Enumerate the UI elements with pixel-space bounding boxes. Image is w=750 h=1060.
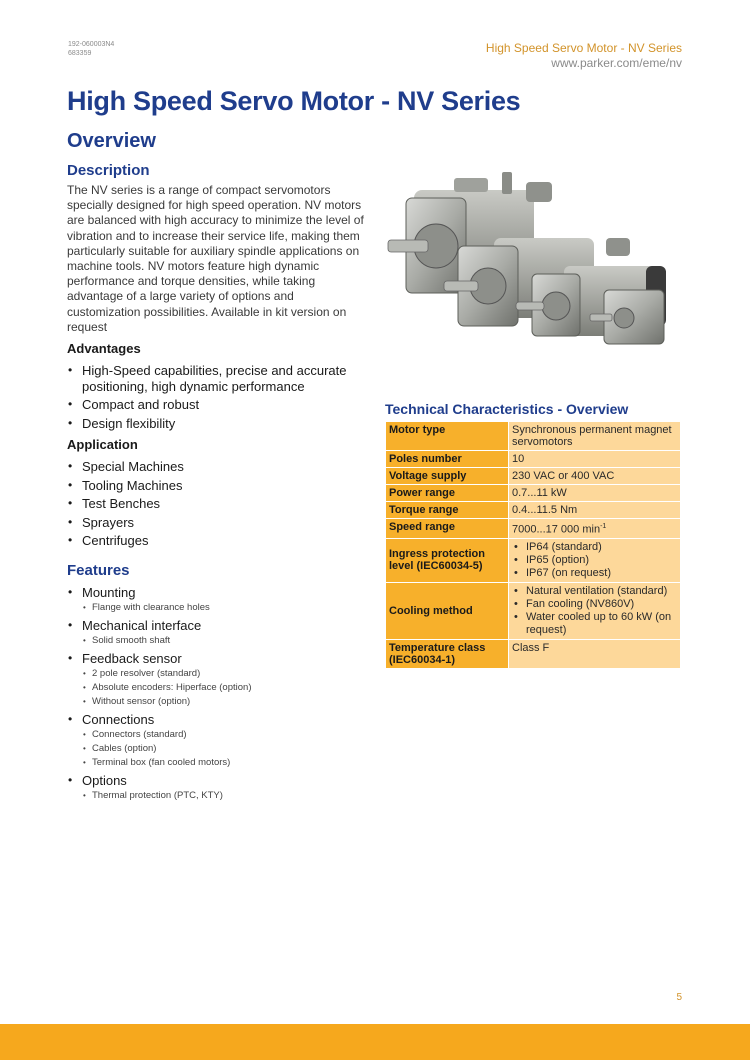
features-heading: Features — [67, 562, 130, 579]
feature-item: • Mounting • Flange with clearance holes — [68, 585, 210, 613]
list-item: • Test Benches — [68, 496, 161, 511]
list-item: • Design flexibility — [68, 415, 176, 431]
table-row: Temperature class (IEC60034-1) Class F — [386, 639, 681, 668]
application-heading: Application — [67, 437, 138, 452]
table-row: Torque range 0.4...11.5 Nm — [386, 502, 681, 519]
footer-bar — [0, 1024, 750, 1060]
table-row: Cooling method • Natural ventilation (standard) • Fan cooling (NV860V) • Water cooled up to 60 kW (on request) — [386, 582, 681, 639]
description-text: The NV series is a range of compact servomotors specially designed for high speed operation. NV motors are balanced with high accuracy to minimize the level of vibration and to increase their service life, making them particularly suitable for auxiliary spindle applications on machine tools. NV motors feature high dynamic performance and torque densities, while taking advantage of a large variety of options and customization possibilities. Available in kit version on request — [67, 183, 364, 334]
table-row: Power range 0.7...11 kW — [386, 485, 681, 502]
tech-characteristics-table — [385, 421, 681, 669]
table-row: Voltage supply 230 VAC or 400 VAC — [386, 468, 681, 485]
motor-product-image — [384, 168, 680, 346]
table-row: Poles number 10 — [386, 451, 681, 468]
table-row: Speed range 7000...17 000 $\min^{-1}$ — [386, 519, 681, 539]
description-heading: Description — [67, 162, 150, 179]
tech-characteristics-heading: Technical Characteristics - Overview — [385, 401, 629, 417]
list-item: • Centrifuges — [68, 533, 149, 548]
features-list — [67, 585, 367, 806]
list-item: • High-Speed capabilities, precise and accurate positioning, high dynamic performance — [68, 363, 347, 394]
page-number: 5 — [676, 992, 682, 1003]
list-item: • Compact and robust — [68, 397, 200, 412]
application-list — [67, 459, 367, 552]
document-code: 192-060003N4 683359 — [68, 41, 115, 57]
list-item: • Special Machines — [68, 459, 184, 474]
list-item: • Tooling Machines — [68, 477, 183, 493]
list-item: • Sprayers — [68, 514, 135, 530]
advantages-heading: Advantages — [67, 341, 141, 356]
feature-item: • Connections • Connectors (standard) • Cables (option) • Terminal box (fan cooled motors) — [68, 712, 231, 768]
feature-item: • Feedback sensor • 2 pole resolver (standard) • Absolute encoders: Hiperface (option) • Without sensor (option) — [68, 651, 252, 707]
feature-item: • Mechanical interface • Solid smooth shaft — [68, 618, 202, 646]
header-url[interactable]: www.parker.com/eme/nv — [551, 56, 682, 70]
overview-heading: Overview — [67, 130, 156, 152]
running-header — [486, 41, 682, 71]
table-row: Ingress protection level (IEC60034-5) • IP64 (standard) • IP65 (option) • IP67 (on request) — [386, 538, 681, 582]
advantages-list — [67, 363, 367, 434]
table-row: Motor type Synchronous permanent magnet servomotors — [386, 422, 681, 451]
header-title: High Speed Servo Motor - NV Series — [485, 41, 682, 55]
feature-item: • Options • Thermal protection (PTC, KTY) — [68, 773, 223, 801]
page-title: High Speed Servo Motor - NV Series — [67, 86, 521, 116]
